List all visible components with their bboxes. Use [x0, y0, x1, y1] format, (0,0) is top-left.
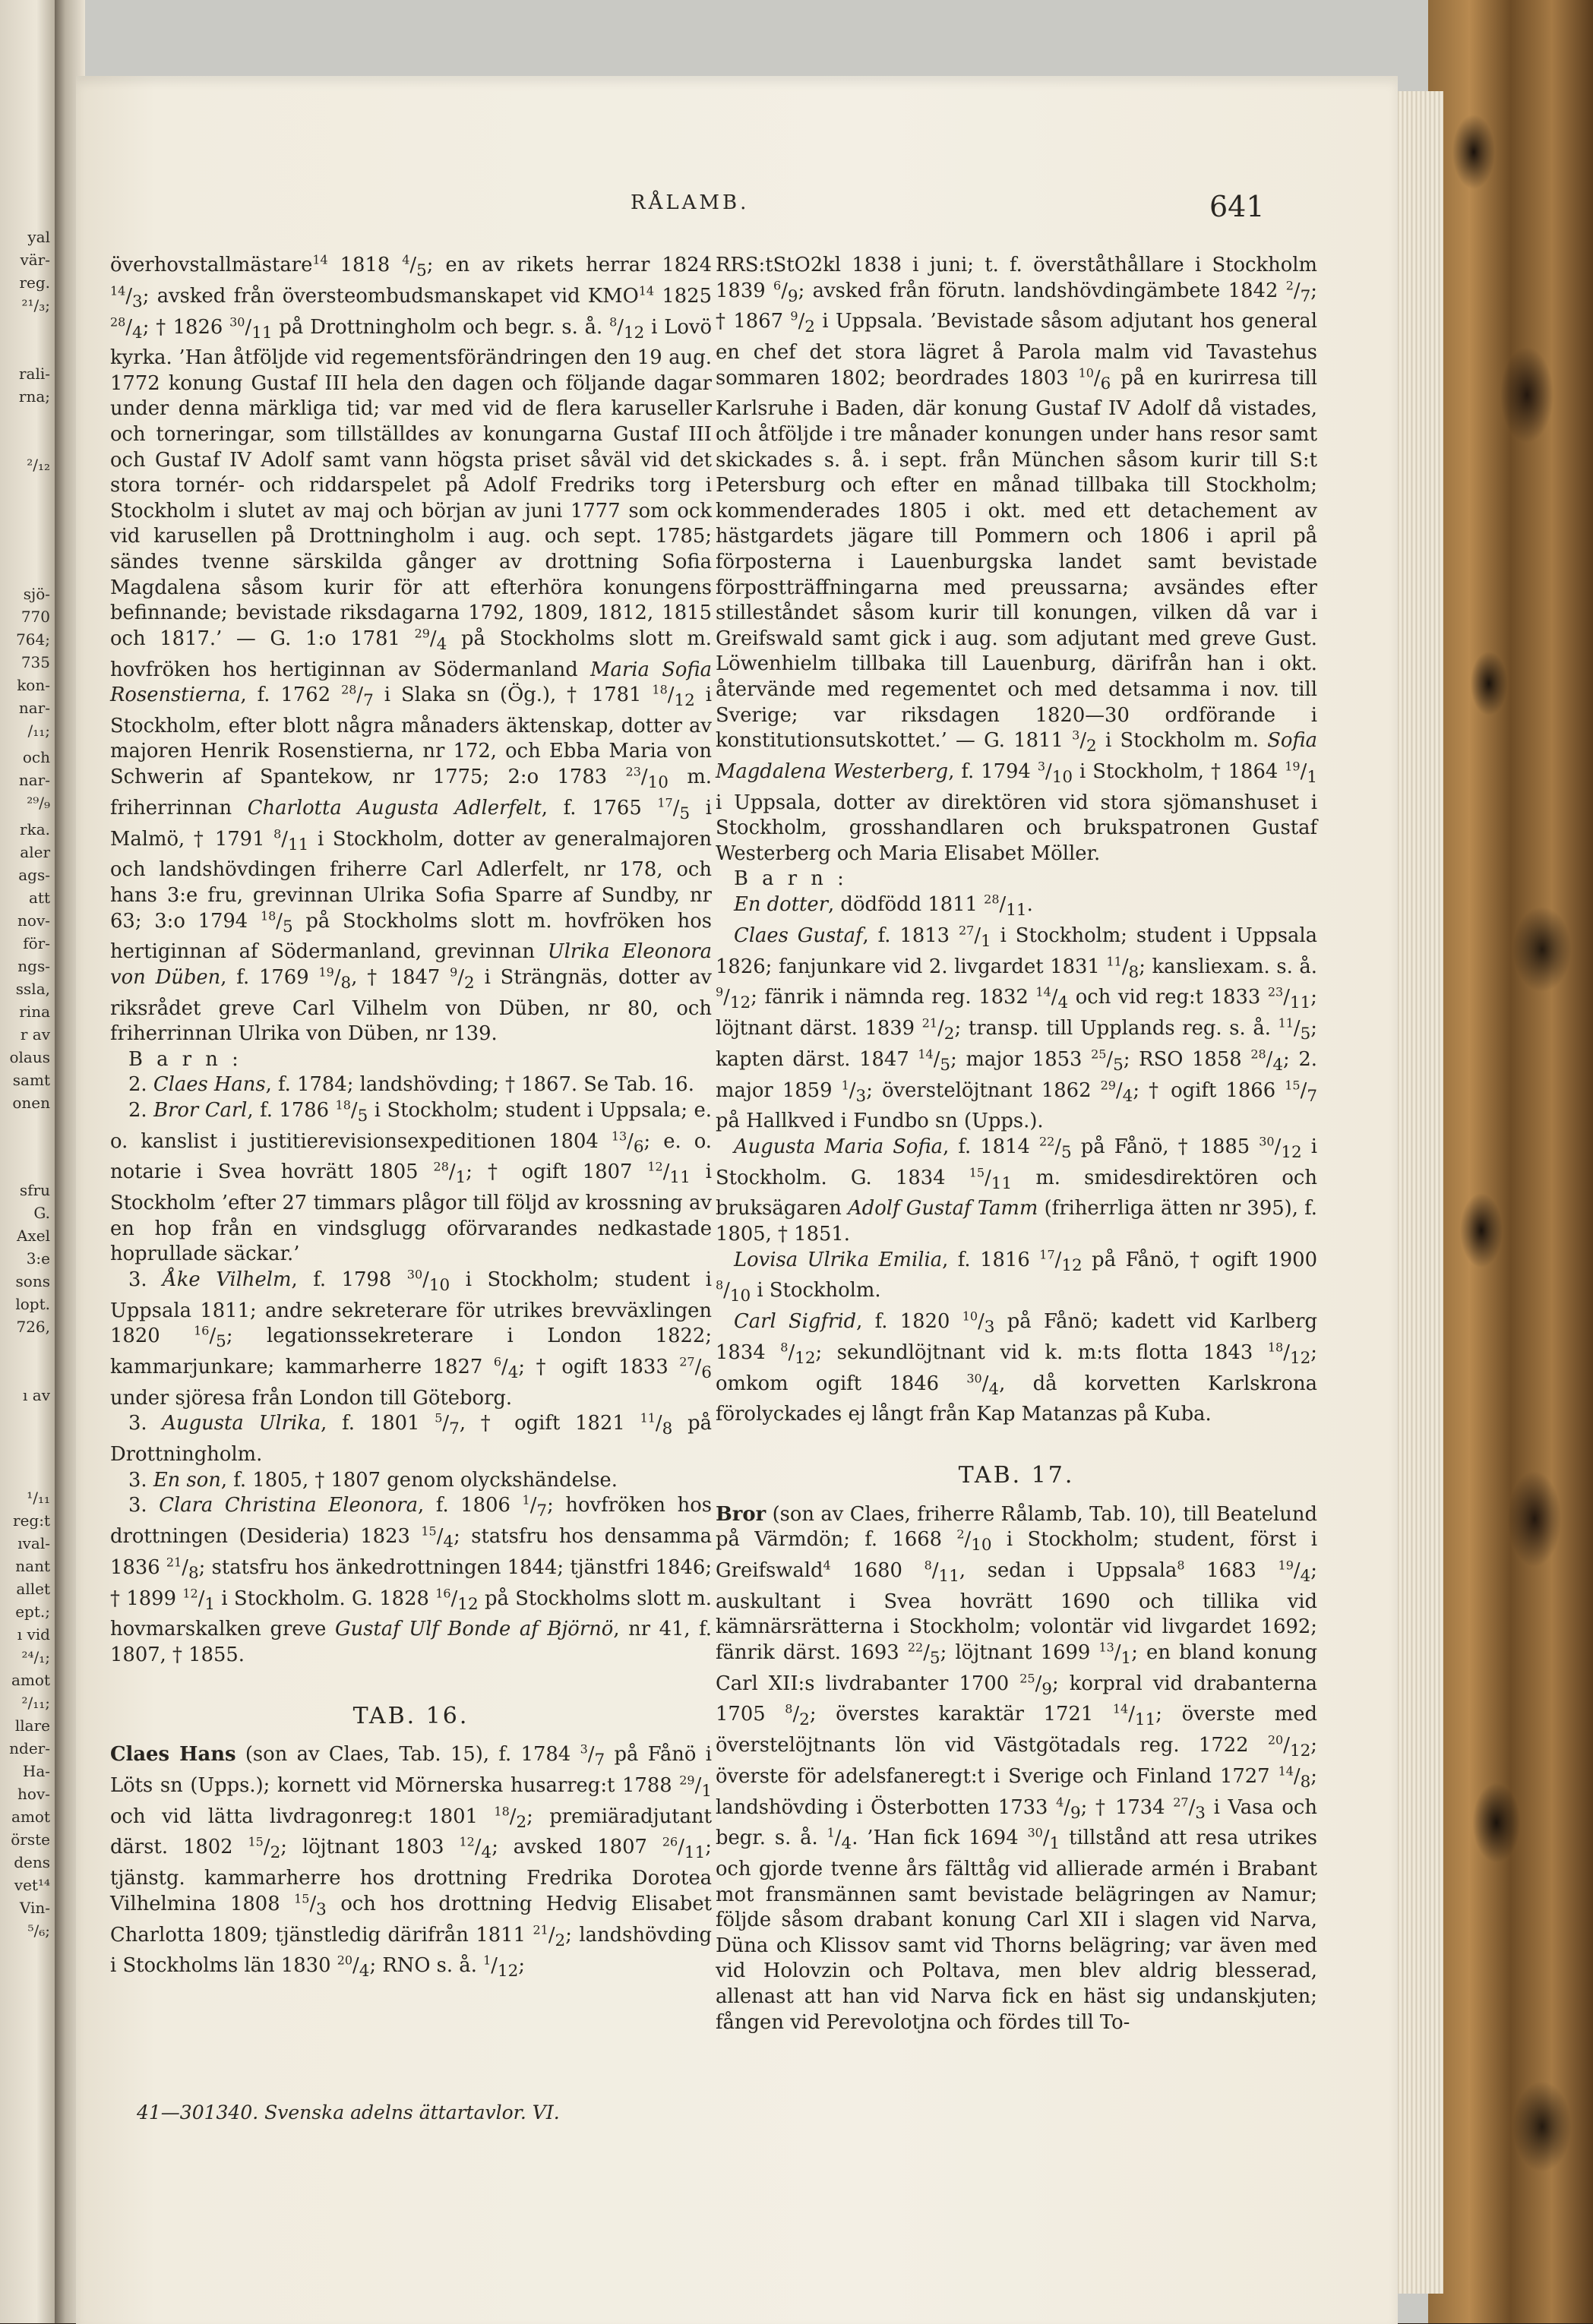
- table-heading: TAB. 17.: [958, 1461, 1075, 1489]
- entry-paragraph: En dotter, dödfödd 1811 $^{28}/_{11}$.: [734, 892, 1033, 920]
- facing-page-fragment: för-: [23, 934, 50, 952]
- facing-page-fragment: rna;: [18, 387, 50, 406]
- facing-page-fragment: ²⁹/₉: [27, 794, 50, 812]
- facing-page-fragment: amot: [11, 1671, 50, 1689]
- facing-page-fragment: ı av: [23, 1386, 50, 1404]
- facing-page-fragment: lopt.: [15, 1295, 50, 1313]
- facing-page-fragment: rina: [19, 1003, 50, 1021]
- facing-page-fragment: samt: [12, 1071, 50, 1089]
- facing-page-fragment: ²⁴/₁;: [21, 1648, 50, 1666]
- left-page-fragment: [0, 0, 61, 2323]
- facing-page-fragment: Vin-: [19, 1899, 50, 1917]
- facing-page-fragment: allet: [16, 1580, 50, 1598]
- entry-paragraph: överhovstallmästare$^{14}$ 1818 $^4/_5$; en av rikets herrar 1824 $^{14}/_3$; avsked från översteombudsmanskapet vid KMO$^{14}$ 1825 $^{28}/_4$; † 1826 $^{30}/_{11}$ på Drottningholm och begr. s. å. $^8/_{12}$ i Lovö kyrka. ’Han åtföljde vid regementsförändringen den 19 aug. 1772 konung Gustaf III hela den dagen och följande dagar under denna märkliga tid; var med vid de flera karuseller och torneringar, som tillställdes av konungarna Gustaf III och Gustaf IV Adolf samt vann högsta priset såväl vid det stora tornér- och riddarspelet på Adolf Fredriks torg i Stockholm i slutet av maj och början av juni 1777 som ock vid karusellen på Drottningholm i aug. och sept. 1785; sändes tvenne särskilda gånger av drottning Sofia Magdalena såsom kurir för att efterhöra konungens befinnande; bevistade riksdagarna 1792, 1809, 1812, 1815 och 1817.’ — G. 1:o 1781 $^{29}/_4$ på Stockholms slott m. hovfröken hos hertiginnan av Södermanland Maria Sofia Rosenstierna, f. 1762 $^{28}/_7$ i Slaka sn (Ög.), † 1781 $^{18}/_{12}$ i Stockholm, efter blott några månaders äktenskap, dotter av majoren Henrik Rosenstierna, nr 172, och Ebba Maria von Schwerin af Spantekow, nr 1775; 2:o 1783 $^{23}/_{10}$ m. friherrinnan Charlotta Augusta Adlerfelt, f. 1765 $^{17}/_5$ i Malmö, † 1791 $^8/_{11}$ i Stockholm, dotter av generalmajoren och landshövdingen friherre Carl Adlerfelt, nr 178, och hans 3:e fru, grevinnan Ulrika Sofia Sparre af Sundby, nr 63; 3:o 1794 $^{18}/_5$ på Stockholms slott m. hovfröken hos hertiginnan af Södermanland, grevinnan Ulrika Eleonora von Düben, f. 1769 $^{19}/_8$, † 1847 $^9/_2$ i Strängnäs, dotter av riksrådet greve Carl Vilhelm von Düben, nr 80, och friherrinnan Ulrika von Düben, nr 139.: [110, 252, 713, 1046]
- facing-page-fragment: aler: [20, 843, 50, 861]
- facing-page-fragment: reg:t: [13, 1511, 50, 1530]
- entry-paragraph: 3. En son, f. 1805, † 1807 genom olyckshändelse.: [128, 1468, 618, 1492]
- facing-page-fragment: ²¹/₃;: [21, 296, 50, 314]
- children-heading: B a r n :: [128, 1047, 242, 1071]
- entry-paragraph: Carl Sigfrid, f. 1820 $^{10}/_3$ på Fånö; kadett vid Karlberg 1834 $^8/_{12}$; sekundlöjtnant vid k. m:ts flotta 1843 $^{18}/_{12}$; omkom ogift 1846 $^{30}/_4$, då korvetten Karlskrona förolyckades ej långt från Kap Matanzas på Kuba.: [716, 1309, 1318, 1426]
- facing-page-fragment: rka.: [20, 820, 50, 838]
- facing-page-fragment: yal: [27, 228, 50, 246]
- entry-paragraph: Claes Gustaf, f. 1813 $^{27}/_1$ i Stockholm; student i Uppsala 1826; fanjunkare vid 2. livgardet 1831 $^{11}/_8$; kansliexam. s. å. $^9/_{12}$; fänrik i nämnda reg. 1832 $^{14}/_4$ och vid reg:t 1833 $^{23}/_{11}$; löjtnant därst. 1839 $^{21}/_2$; transp. till Upplands reg. s. å. $^{11}/_5$; kapten därst. 1847 $^{14}/_5$; major 1853 $^{25}/_5$; RSO 1858 $^{28}/_4$; 2. major 1859 $^1/_3$; överstelöjtnant 1862 $^{29}/_4$; † ogift 1866 $^{15}/_7$ på Hallkved i Fundbo sn (Upps.).: [716, 923, 1318, 1133]
- facing-page-fragment: nant: [15, 1557, 50, 1575]
- facing-page-fragment: ıval-: [17, 1534, 50, 1552]
- page-number: 641: [1209, 190, 1265, 223]
- facing-page-fragment: Ha-: [22, 1762, 50, 1780]
- facing-page-fragment: rali-: [18, 365, 50, 383]
- running-title: RÅLAMB.: [631, 191, 750, 214]
- right-column: [716, 253, 1317, 2035]
- facing-page-fragment: ept.;: [15, 1602, 50, 1621]
- facing-page-fragment: ²/₁₁;: [21, 1694, 50, 1712]
- facing-page-fragment: nar-: [18, 771, 50, 789]
- facing-page-fragment: dens: [14, 1853, 50, 1871]
- facing-page-fragment: nov-: [17, 911, 50, 930]
- facing-page-fragment: nder-: [9, 1739, 50, 1757]
- facing-page-fragment: 735: [21, 653, 50, 671]
- facing-page-fragment: 726,: [16, 1318, 50, 1336]
- facing-page-fragment: ı vid: [17, 1625, 50, 1644]
- facing-page-fragment: att: [29, 889, 50, 907]
- facing-page-fragment: 3:e: [26, 1249, 50, 1268]
- facing-page-fragment: och: [22, 748, 50, 766]
- facing-page-fragment: ngs-: [17, 957, 50, 975]
- facing-page-fragment: nar-: [18, 699, 50, 717]
- entry-paragraph: 3. Clara Christina Eleonora, f. 1806 $^1/_7$; hovfröken hos drottningen (Desideria) 1823 $^{15}/_4$; statsfru hos densamma 1836 $^{21}/_8$; statsfru hos änkedrottningen 1844; tjänstfri 1846; † 1899 $^{12}/_1$ i Stockholm. G. 1828 $^{16}/_{12}$ på Stockholms slott m. hovmarskalken greve Gustaf Ulf Bonde af Björnö, nr 41, f. 1807, † 1855.: [110, 1492, 713, 1666]
- entry-paragraph: 3. Åke Vilhelm, f. 1798 $^{30}/_{10}$ i Stockholm; student i Uppsala 1811; andre sekreterare för utrikes brevväxlingen 1820 $^{16}/_5$; legationssekreterare i London 1822; kammarjunkare; kammarherre 1827 $^6/_4$; † ogift 1833 $^{27}/_6$ under sjöresa från London till Göteborg.: [110, 1267, 713, 1410]
- entry-paragraph: 2. Claes Hans, f. 1784; landshövding; † 1867. Se Tab. 16.: [128, 1073, 694, 1097]
- entry-paragraph: 2. Bror Carl, f. 1786 $^{18}/_5$ i Stockholm; student i Uppsala; e. o. kanslist i justitierevisionsexpeditionen 1804 $^{13}/_6$; e. o. notarie i Svea hovrätt 1805 $^{28}/_1$; † ogift 1807 $^{12}/_{11}$ i Stockholm ’efter 27 timmars plågor till följd av krossning av en hop från en vindsglugg oförvarandes nedkastade hoprullade säckar.’: [110, 1097, 712, 1266]
- footer-signature: 41—301340. Svenska adelns ättartavlor. VI.: [137, 2101, 560, 2123]
- entry-paragraph: Lovisa Ulrika Emilia, f. 1816 $^{17}/_{12}$ på Fånö, † ogift 1900 $^8/_{10}$ i Stockholm.: [716, 1246, 1317, 1306]
- facing-page-fragment: vet¹⁴: [14, 1876, 50, 1894]
- entry-paragraph: 3. Augusta Ulrika, f. 1801 $^5/_7$, † ogift 1821 $^{11}/_8$ på Drottningholm.: [110, 1410, 712, 1467]
- facing-page-fragment: ags-: [18, 866, 50, 884]
- entry-paragraph: Claes Hans (son av Claes, Tab. 15), f. 1784 $^3/_7$ på Fånö i Löts sn (Upps.); kornett vid Mörnerska husarreg:t 1788 $^{29}/_1$ och vid lätta livdragonreg:t 1801 $^{18}/_2$; premiäradjutant därst. 1802 $^{15}/_2$; löjtnant 1803 $^{12}/_4$; avsked 1807 $^{26}/_{11}$; tjänstg. kammarherre hos drottning Fredrika Dorotea Vilhelmina 1808 $^{15}/_3$ och hos drottning Hedvig Elisabet Charlotta 1809; tjänstledig därifrån 1811 $^{21}/_2$; landshövding i Stockholms län 1830 $^{20}/_4$; RNO s. å. $^1/_{12}$;: [110, 1741, 713, 1981]
- facing-page-fragment: reg.: [19, 273, 50, 292]
- facing-page-fragment: kon-: [17, 676, 50, 694]
- facing-page-fragment: amot: [11, 1808, 50, 1826]
- facing-page-fragment: llare: [14, 1716, 50, 1735]
- facing-page-fragment: 764;: [16, 630, 50, 649]
- facing-page-fragment: r av: [20, 1025, 50, 1044]
- facing-page-fragment: Axel: [17, 1227, 50, 1245]
- facing-page-fragment: /₁₁;: [27, 722, 50, 740]
- facing-page-fragment: ⁵/₆;: [27, 1921, 50, 1940]
- facing-page-fragment: G.: [33, 1204, 50, 1222]
- marbled-book-edge: [1428, 0, 1593, 2323]
- entry-paragraph: Bror (son av Claes, friherre Rålamb, Tab. 10), till Beatelund på Värmdön; f. 1668 $^2/_{10}$ i Stockholm; student, först i Greifswald$^4$ 1680 $^8/_{11}$, sedan i Uppsala$^8$ 1683 $^{19}/_4$; auskultant i Svea hovrätt 1690 och tillika vid kämnärsrätterna i Stockholm; volontär vid livgardet 1692; fänrik därst. 1693 $^{22}/_5$; löjtnant 1699 $^{13}/_1$; en bland konung Carl XII:s livdrabanter 1700 $^{25}/_9$; korpral vid drabanterna 1705 $^8/_2$; överstes karaktär 1721 $^{14}/_{11}$; överste med överstelöjtnants lön vid Västgötadals reg. 1722 $^{20}/_{12}$; överste för adelsfaneregt:t i Sverige och Finland 1727 $^{14}/_8$; landshövding i Österbotten 1733 $^4/_9$; † 1734 $^{27}/_3$ i Vasa och begr. s. å. $^1/_4$. ’Han fick 1694 $^{30}/_1$ tillstånd att resa utrikes och gjorde tvenne års fälttåg vid allierade armén i Brabant mot fransmännen samt bevistade belägringen av Namur; följde såsom drabant konung Carl XII i slagen vid Narva, Düna och Klissov samt vid Thorns belägring; var även med vid Holovzin och Poltava, men blev aldrig blesserad, allenast att han vid Narva fick en häst sig undanskjuten; fången vid Perevolotjna och fördes till To-: [716, 1502, 1317, 2034]
- page-stack: [1390, 91, 1443, 2294]
- facing-page-fragment: örste: [11, 1830, 50, 1849]
- children-heading: B a r n :: [734, 867, 848, 891]
- facing-page-fragment: onen: [12, 1094, 50, 1112]
- facing-page-fragment: sfru: [19, 1181, 50, 1199]
- facing-page-fragment: ²/₁₂: [27, 456, 50, 474]
- table-heading: TAB. 16.: [352, 1702, 469, 1729]
- facing-page-fragment: 770: [21, 608, 50, 626]
- facing-page-fragment: olaus: [9, 1048, 50, 1066]
- facing-page-fragment: sons: [15, 1272, 50, 1290]
- facing-page-fragment: ¹/₁₁: [27, 1489, 50, 1507]
- entry-paragraph: Augusta Maria Sofia, f. 1814 $^{22}/_5$ på Fånö, † 1885 $^{30}/_{12}$ i Stockholm. G. 1834 $^{15}/_{11}$ m. smidesdirektören och bruksägaren Adolf Gustaf Tamm (friherrliga ätten nr 395), f. 1805, † 1851.: [716, 1134, 1318, 1246]
- entry-paragraph: RRS:tStO2kl 1838 i juni; t. f. överståthållare i Stockholm 1839 $^6/_9$; avsked från förutn. landshövdingämbete 1842 $^2/_7$; † 1867 $^9/_2$ i Uppsala. ’Bevistade såsom adjutant hos general en chef det stora lägret å Parola malm vid Tavastehus sommaren 1802; beordrades 1803 $^{10}/_6$ på en kurirresa till Karlsruhe i Baden, där konung Gustaf IV Adolf då vistades, och åtföljde i tre månader konungen under hans resor samt skickades s. å. i sept. från München såsom kurir till S:t Petersburg och efter en månad tillbaka till Stockholm; kommenderades 1805 i okt. med ett detachement av hästgardets jägare till Pommern och 1806 i april på förposterna i Lauenburgska landet samt bevistade förpostträffningarna med preussarna; avsändes efter stilleståndet såsom kurir till konungen, vilken då var i Greifswald samt gick i aug. som adjutant med greve Gust. Löwenhielm tillbaka till Lauenburg, därifrån han i okt. återvände med regementet och med detsamma i nov. till Sverige; var riksdagen 1820—30 ordförande i konstitutionsutskottet.’ — G. 1811 $^3/_2$ i Stockholm m. Sofia Magdalena Westerberg, f. 1794 $^3/_{10}$ i Stockholm, † 1864 $^{19}/_1$ i Uppsala, dotter av direktören vid stora sjömanshuset i Stockholm, grosshandlaren och brukspatronen Gustaf Westerberg och Maria Elisabet Möller.: [716, 254, 1317, 865]
- facing-page-fragment: vär-: [20, 251, 50, 269]
- facing-page-fragment: sjö-: [23, 585, 50, 603]
- facing-page-fragment: hov-: [17, 1785, 50, 1803]
- facing-page-fragment: ssla,: [15, 980, 50, 998]
- left-column: [110, 253, 712, 1985]
